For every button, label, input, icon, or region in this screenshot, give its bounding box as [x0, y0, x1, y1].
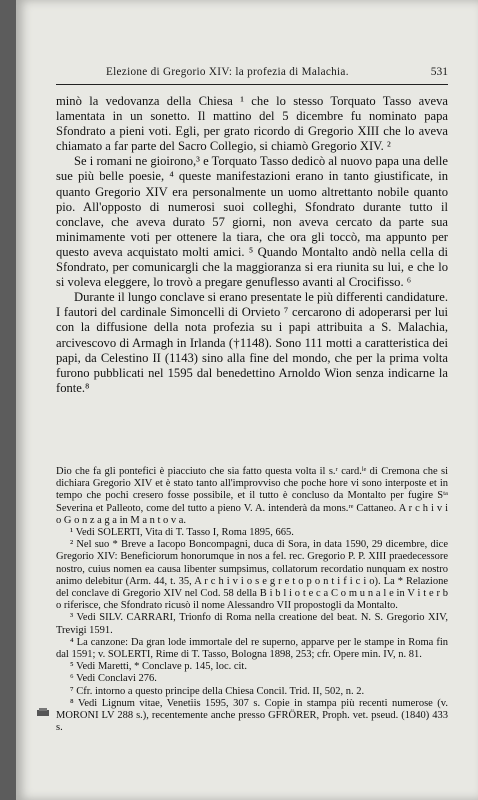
- body-paragraph: minò la vedovanza della Chiesa ¹ che lo stesso Torquato Tasso aveva lamentata in un sonetto. Il mattino del 5 dicembre fu nominato papa Sfondrato a pieni voti. Egli, per grato ricordo di Gregorio XIII che lo aveva chiamato a far parte del Sacro Collegio, si chiamò Gregorio XIV. ²: [56, 94, 448, 154]
- footnote: ⁴ La canzone: Da gran lode immortale del re superno, apparve per le stampe in Roma fin dal 1591; v. SOLERTI, Rime di T. Tasso, Bologna 1898, 253; cfr. Opere min. IV, n. 81.: [56, 636, 448, 661]
- library-stamp-icon: [36, 708, 50, 718]
- body-paragraph: Durante il lungo conclave si erano presentate le più differenti candidature. I fautori del cardinale Simoncelli di Orvieto ⁷ cercarono di adoperarsi per lui con la diffusione della nota profezia su i papi attribuita a S. Malachia, arcivescovo di Armagh in Irlanda (†1148). Sono 111 motti a caratteristica dei papi, da Celestino II (1143) sino alla fine del mondo, che per la prima volta furono pubblicati nel 1595 dal benedettino Arnoldo Wion senza indicarne la fonte.⁸: [56, 290, 448, 395]
- main-text: [56, 94, 448, 396]
- footnote: ¹ Vedi SOLERTI, Vita di T. Tasso I, Roma 1895, 665.: [70, 527, 294, 539]
- footnote: ⁷ Cfr. intorno a questo principe della Chiesa Concil. Trid. II, 502, n. 2.: [70, 685, 365, 697]
- footnote: ⁶ Vedi Conclavi 276.: [70, 673, 157, 685]
- footnote-continuation: Dio che fa gli pontefici è piacciuto che sia fatto questa volta il s.ʳ card.ˡᵉ di Cremona che si dichiara Gregorio XIV et è stato tanto all'improvviso che poche hore vi sono interposte et in tempo che pochi cresero fosse possibile, et il tutto è concluso da Montalto per fugire Sᵗᵃ Severina et Palleoto, come del tutto a pieno V. A. intenderà da mons.ʳᵉ Cattaneo. A r c h i v i o G o n z a g a in M a n t o v a.: [56, 466, 448, 526]
- body-paragraph: Se i romani ne gioirono,³ e Torquato Tasso dedicò al nuovo papa una delle sue più belle poesie, ⁴ queste manifestazioni erano in tanto giustificate, in quanto Gregorio XIV era personalmente un uomo altrettanto nobile quanto pio. All'opposto di numerosi suoi colleghi, Sfondrato durante tutto il conclave, che aveva durato 57 giorni, non aveva cercato da parte sua minimamente voti per ottenere la tiara, che ora gli toccò, ma appunto per questo aveva acquistato molti amici. ⁵ Quando Montalto andò nella cella di Sfondrato, per comunicargli che la maggioranza si era riunita su lui, e che lo si voleva eleggere, lo trovò a pregare genuflesso avanti al Crocifisso. ⁶: [56, 154, 448, 290]
- running-header: [56, 64, 448, 85]
- book-page: [16, 0, 478, 800]
- footnote: ⁵ Vedi Maretti, * Conclave p. 145, loc. cit.: [70, 661, 247, 673]
- footnotes: [56, 466, 448, 734]
- footnote: ² Nel suo * Breve a Iacopo Boncompagni, duca di Sora, in data 1590, 29 dicembre, dice Gregorio XIV: Beneficiorum honorumque in nos a fel. rec. Gregorio P. P. XIII praedecessore nostro, cuius nomen ea causa libenter sumpsimus, collatorum recordatio nunquam ex nostro animo delebitur (Arm. 44, t. 35, A r c h i v i o s e g r e t o p o n t i f i c i o). La * Relazione del conclave di Gregorio XIV nel Cod. 58 della B i b l i o t e c a C o m u n a l e in V i t e r b o riferisce, che Sfondrato ricusò il nome Alessandro VII propostogli da Montalto.: [56, 539, 448, 612]
- page-number: 531: [430, 66, 448, 78]
- running-title: Elezione di Gregorio XIV: la profezia di Malachia.: [106, 66, 349, 78]
- footnote: ³ Vedi SILV. CARRARI, Trionfo di Roma nella creatione del beat. N. S. Gregorio XIV, Trevigi 1591.: [56, 612, 448, 636]
- footnote: ⁸ Vedi Lignum vitae, Venetiis 1595, 307 s. Copie in stampa più recenti numerose (v. MORONI LV 288 s.), recentemente anche presso GFRÖRER, Proph. vet. pseud. (1840) 433 s.: [56, 697, 448, 734]
